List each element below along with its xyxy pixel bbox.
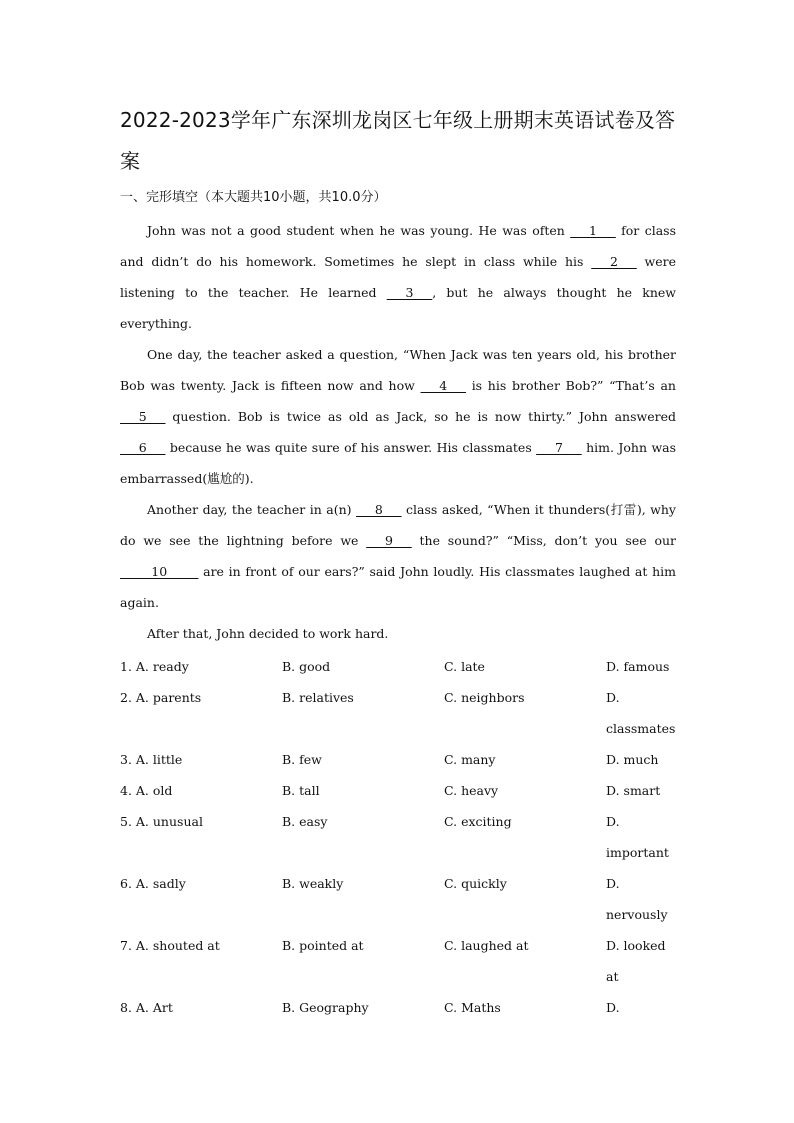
- text-run: is his brother Bob?” “That’s an: [465, 378, 676, 393]
- answer-options: [120, 651, 680, 1023]
- option-row: [120, 930, 680, 992]
- option-c: C. Maths: [444, 1000, 501, 1015]
- option-row: [120, 992, 680, 1023]
- option-a: 1. A. ready: [120, 659, 189, 674]
- option-b: B. pointed at: [282, 938, 364, 953]
- text-run: class asked, “When it thunders(打雷), why do we see the lightning before we: [120, 502, 676, 548]
- option-d: D. looked at: [606, 938, 666, 984]
- option-c: C. heavy: [444, 783, 499, 798]
- paragraph-3: [120, 494, 676, 618]
- text-run: question. Bob is twice as old as Jack, so he is now thirty.” John answered: [165, 409, 676, 424]
- option-b: B. tall: [282, 783, 320, 798]
- option-c: C. neighbors: [444, 690, 525, 705]
- blank-8: ___8___: [356, 502, 402, 517]
- option-b: B. few: [282, 752, 322, 767]
- section-heading: 一、完形填空（本大题共10小题，共10.0分）: [120, 190, 387, 205]
- option-row: [120, 775, 680, 806]
- option-c: C. laughed at: [444, 938, 529, 953]
- text-run: are in front of our ears?” said John loudly. His classmates laughed at him again.: [120, 564, 676, 610]
- blank-5: ___5___: [120, 409, 166, 424]
- option-d: D. famous: [606, 659, 670, 674]
- blank-4: ___4___: [420, 378, 466, 393]
- text-run: Another day, the teacher in a(n): [147, 502, 357, 517]
- option-b: B. Geography: [282, 1000, 369, 1015]
- blank-10: _____10_____: [120, 564, 199, 579]
- option-c: C. many: [444, 752, 496, 767]
- blank-7: ___7___: [536, 440, 582, 455]
- blank-3: ___3___: [386, 285, 433, 300]
- option-a: 7. A. shouted at: [120, 938, 220, 953]
- option-a: 8. A. Art: [120, 1000, 173, 1015]
- option-a: 4. A. old: [120, 783, 173, 798]
- text-run: One day, the teacher asked a question, “When Jack was ten years old, his brother Bob was twenty. Jack is fifteen now and how: [120, 347, 676, 393]
- option-row: [120, 868, 680, 930]
- option-c: C. late: [444, 659, 485, 674]
- option-d: D. smart: [606, 783, 661, 798]
- text-run: because he was quite sure of his answer. His classmates: [165, 440, 537, 455]
- text-run: the sound?” “Miss, don’t you see our: [411, 533, 676, 548]
- option-d: D. nervously: [606, 876, 668, 922]
- paragraph-4: After that, John decided to work hard.: [147, 626, 389, 641]
- option-row: [120, 682, 680, 744]
- option-a: 6. A. sadly: [120, 876, 186, 891]
- text-run: John was not a good student when he was young. He was often: [147, 223, 571, 238]
- option-a: 2. A. parents: [120, 690, 202, 705]
- paragraph-2: [120, 339, 676, 494]
- blank-2: ___2___: [591, 254, 637, 269]
- text-run: for class and didn’t do his homework. Sometimes he slept in class while his: [120, 223, 676, 269]
- blank-1: ___1___: [570, 223, 616, 238]
- document-title: 2022-2023学年广东深圳龙岗区七年级上册期末英语试卷及答案: [120, 108, 676, 173]
- text-run: him. John was embarrassed(尴尬的).: [120, 440, 677, 486]
- option-b: B. easy: [282, 814, 328, 829]
- option-row: [120, 806, 680, 868]
- option-c: C. exciting: [444, 814, 512, 829]
- blank-9: ___9___: [366, 533, 412, 548]
- option-d: D. important: [606, 814, 669, 860]
- option-row: [120, 744, 680, 775]
- text-run: were listening to the teacher. He learned: [120, 254, 676, 300]
- option-d: D. classmates: [606, 690, 676, 736]
- option-b: B. relatives: [282, 690, 354, 705]
- option-d: D.: [606, 1000, 620, 1015]
- option-b: B. weakly: [282, 876, 344, 891]
- option-row: [120, 651, 680, 682]
- text-run: , but he always thought he knew everything.: [120, 285, 676, 331]
- blank-6: ___6___: [120, 440, 166, 455]
- option-a: 3. A. little: [120, 752, 183, 767]
- option-d: D. much: [606, 752, 659, 767]
- paragraph-1: [120, 215, 676, 339]
- option-b: B. good: [282, 659, 331, 674]
- option-a: 5. A. unusual: [120, 814, 203, 829]
- option-c: C. quickly: [444, 876, 507, 891]
- cloze-passage: [120, 215, 676, 649]
